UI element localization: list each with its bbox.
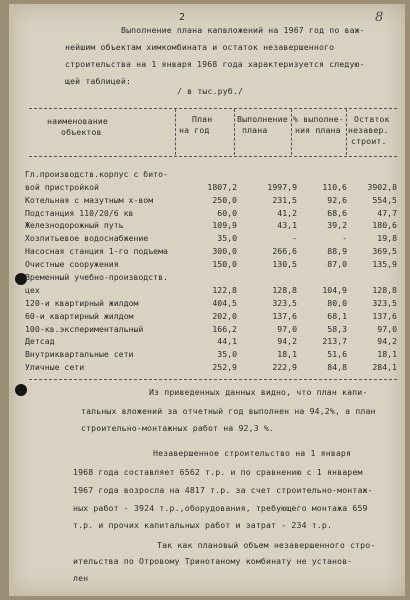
- para3-line-2: ительства по Отровому Тринотаному комбинату не установ-: [73, 556, 353, 566]
- para3-line-3: лен: [73, 573, 89, 583]
- table-header-rule: [29, 156, 397, 157]
- row-rest: 97,0: [377, 323, 397, 334]
- page-number: 2: [179, 12, 186, 23]
- para2-line-3: 1967 года возросла на 4817 т.р. за счет строительно-монтаж-: [73, 485, 373, 495]
- row-pct: 68,6: [327, 207, 347, 218]
- header-divider-2: [234, 109, 235, 155]
- row-name: Насосная станция 1-го подъема: [25, 246, 168, 257]
- row-plan: 252,9: [212, 362, 237, 373]
- para2-line-2: 1968 года составляет 6562 т.р. и по сравнению с 1 январем: [73, 467, 363, 477]
- row-done: [237, 269, 297, 282]
- row-rest: 180,6: [372, 220, 397, 231]
- header-rest-3: строит.: [351, 136, 387, 146]
- row-plan: 44,1: [217, 336, 237, 347]
- header-divider-3: [291, 109, 292, 155]
- row-rest: 554,5: [372, 194, 397, 205]
- header-rest-2: незавер.: [348, 125, 389, 135]
- intro-line-3: строительства на 1 января 1968 года характеризуется следую-: [65, 59, 365, 69]
- row-pct: 110,6: [322, 181, 347, 192]
- table-row: [25, 166, 397, 179]
- row-plan: [173, 166, 237, 179]
- row-pct: [297, 269, 347, 282]
- row-plan: 166,2: [212, 323, 237, 334]
- row-pct: 84,8: [327, 362, 347, 373]
- row-done: 231,5: [272, 194, 297, 205]
- row-name: вой пристройкой: [25, 181, 99, 192]
- para1-line-1: Из приведенных данных видно, что план капи-: [149, 387, 368, 397]
- header-done-2: плана: [242, 125, 268, 135]
- intro-line-4: щей таблицей:: [65, 76, 132, 86]
- row-plan: 1807,2: [207, 181, 237, 192]
- row-pct: -: [342, 233, 347, 244]
- row-name: Подстанция 110/20/6 кв: [25, 207, 134, 218]
- row-rest: 47,7: [377, 207, 397, 218]
- row-pct: 58,3: [327, 323, 347, 334]
- row-name: 100-кв.экспериментальный: [25, 323, 144, 334]
- header-plan-2: на год: [179, 125, 210, 135]
- para2-line-4: ных работ - 3924 т.р.,оборудования, требующего монтажа 659: [73, 503, 368, 513]
- table-row: [25, 346, 397, 359]
- header-pct-1: % выполне-: [293, 114, 344, 124]
- table-row: [25, 256, 397, 269]
- table-row: [25, 269, 397, 282]
- row-rest: 135,9: [372, 259, 397, 270]
- row-rest: 3902,8: [367, 181, 397, 192]
- row-pct: 80,0: [327, 297, 347, 308]
- handwritten-page-number: 8: [375, 10, 384, 25]
- row-pct: 87,0: [327, 259, 347, 270]
- header-name-2: объектов: [61, 127, 102, 137]
- row-done: 128,8: [272, 284, 297, 295]
- row-name: Хозпитьевое водоснабжение: [25, 233, 149, 244]
- row-plan: 122,8: [212, 284, 237, 295]
- table-row: [25, 192, 397, 205]
- row-pct: [297, 166, 347, 179]
- header-divider-4: [346, 109, 347, 155]
- row-pct: 213,7: [322, 336, 347, 347]
- row-done: 266,6: [272, 246, 297, 257]
- row-name: 120-и квартирный жилдом: [25, 297, 139, 308]
- row-name: цех: [25, 284, 40, 295]
- table-row: [25, 321, 397, 334]
- row-name: Детсад: [25, 336, 55, 347]
- row-name: Железнодорожный путь: [25, 220, 124, 231]
- row-plan: 60,0: [217, 207, 237, 218]
- para1-line-3: строительно-монтажных работ на 92,3 %.: [81, 423, 275, 433]
- header-divider-1: [175, 109, 176, 155]
- row-name: Очистные сооружения: [25, 259, 119, 270]
- row-plan: 250,0: [212, 194, 237, 205]
- row-pct: 68,1: [327, 310, 347, 321]
- header-rest-1: Остаток: [354, 114, 390, 124]
- punch-hole-bottom: [15, 384, 27, 396]
- row-done: [237, 166, 297, 179]
- table-row: [25, 218, 397, 231]
- row-done: 323,5: [272, 297, 297, 308]
- row-plan: 300,0: [212, 246, 237, 257]
- capex-table: [25, 166, 397, 372]
- row-plan: 150,0: [212, 259, 237, 270]
- intro-line-2: нейшим объектам химкомбината и остаток незавершенного: [65, 42, 335, 52]
- header-plan-1: План: [192, 114, 213, 124]
- row-done: 18,1: [277, 349, 297, 360]
- header-name-1: наименование: [47, 116, 108, 126]
- row-done: 94,2: [277, 336, 297, 347]
- row-done: 130,5: [272, 259, 297, 270]
- row-rest: 128,8: [372, 284, 397, 295]
- table-row: [25, 334, 397, 347]
- document-page: [9, 4, 405, 596]
- row-done: -: [292, 233, 297, 244]
- row-rest: [347, 269, 397, 282]
- row-name: Внутриквартальные сети: [25, 349, 134, 360]
- row-done: 137,6: [272, 310, 297, 321]
- table-row: [25, 308, 397, 321]
- row-plan: 202,0: [212, 310, 237, 321]
- row-pct: 51,6: [327, 349, 347, 360]
- row-rest: 19,8: [377, 233, 397, 244]
- row-name: 60-и квартирный жилдом: [25, 310, 134, 321]
- table-row: [25, 359, 397, 372]
- row-done: 222,9: [272, 362, 297, 373]
- row-done: 43,1: [277, 220, 297, 231]
- row-rest: 323,5: [372, 297, 397, 308]
- row-done: 97,0: [277, 323, 297, 334]
- header-pct-2: ния плана: [295, 125, 341, 135]
- para2-line-5: т.р. и прочих капитальных работ и затрат - 234 т.р.: [73, 520, 333, 530]
- row-name: Гл.производств.корпус с бито-: [25, 168, 168, 179]
- page-edge: [9, 4, 13, 596]
- row-rest: [347, 166, 397, 179]
- row-plan: [173, 269, 237, 282]
- table-row: [25, 230, 397, 243]
- row-plan: 404,5: [212, 297, 237, 308]
- row-name: Уличные сети: [25, 362, 85, 373]
- table-top-rule: [29, 108, 397, 109]
- para1-line-2: тальных вложений за отчетный год выполнен на 94,2%, а план: [81, 406, 376, 416]
- row-plan: 35,0: [217, 349, 237, 360]
- table-row: [25, 179, 397, 192]
- table-row: [25, 295, 397, 308]
- para3-line-1: Так как плановый объем незавершенного стро-: [157, 540, 376, 550]
- row-rest: 94,2: [377, 336, 397, 347]
- para2-line-1: Незавершенное строительство на 1 января: [153, 448, 352, 458]
- row-plan: 35,0: [217, 233, 237, 244]
- table-row: [25, 205, 397, 218]
- row-pct: 92,6: [327, 194, 347, 205]
- row-rest: 18,1: [377, 349, 397, 360]
- row-pct: 39,2: [327, 220, 347, 231]
- row-plan: 109,9: [212, 220, 237, 231]
- row-pct: 88,9: [327, 246, 347, 257]
- row-done: 41,2: [277, 207, 297, 218]
- table-row: [25, 282, 397, 295]
- row-done: 1997,9: [267, 181, 297, 192]
- row-name: Котельная с мазутным х-вом: [25, 194, 154, 205]
- row-name: Временный учебно-производств.: [25, 272, 168, 283]
- intro-line-1: Выполнение плана капвложений на 1967 год по важ-: [121, 25, 365, 35]
- table-bottom-rule: [29, 379, 397, 380]
- row-rest: 284,1: [372, 362, 397, 373]
- units-label: / в тыс.руб./: [177, 86, 244, 96]
- row-rest: 369,5: [372, 246, 397, 257]
- header-done-1: Выполнение: [237, 114, 288, 124]
- row-rest: 137,6: [372, 310, 397, 321]
- table-row: [25, 243, 397, 256]
- row-pct: 104,9: [322, 284, 347, 295]
